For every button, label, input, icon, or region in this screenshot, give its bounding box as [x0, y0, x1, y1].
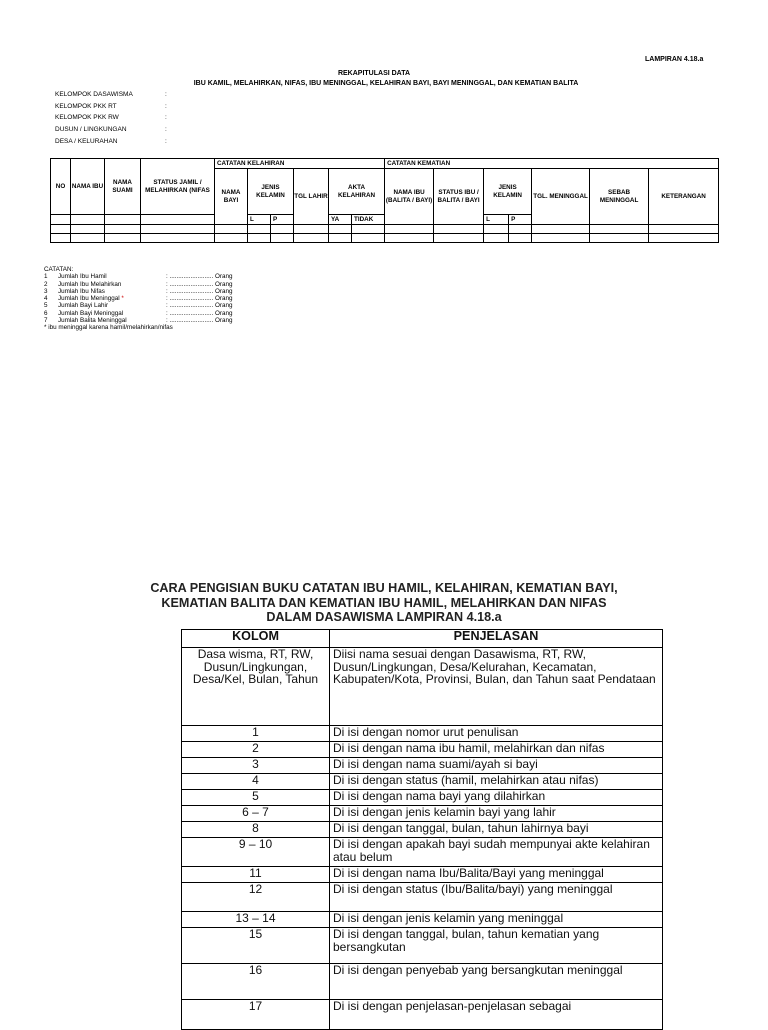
sub-l: L — [248, 215, 271, 225]
empty-cell — [141, 215, 215, 225]
table-row: 13 – 14 Di isi dengan jenis kelamin yang meninggal — [182, 912, 663, 928]
field-separator: : — [165, 137, 167, 145]
field-row-dusun — [55, 126, 167, 138]
field-separator: : — [165, 126, 167, 134]
field-separator: : — [165, 91, 167, 98]
table-row: 6 – 7 Di isi dengan jenis kelamin bayi yang lahir — [182, 806, 663, 822]
field-label: KELOMPOK PKK RW — [55, 114, 119, 122]
page-title: REKAPITULASI DATA — [337, 70, 411, 77]
table-row: 11 Di isi dengan nama Ibu/Balita/Bayi yang meninggal — [182, 867, 663, 883]
table-row — [51, 234, 719, 243]
table-row: 1 Di isi dengan nomor urut penulisan — [182, 726, 663, 742]
catatan-item: 1 Jumlah Ibu Hamil : ......................... Orang — [44, 273, 233, 281]
field-label: DESA / KELURAHAN — [55, 137, 118, 145]
guide-title — [0, 581, 768, 625]
field-label: KELOMPOK PKK RT — [55, 102, 117, 110]
col-status-mati: STATUS IBU / BALITA / BAYI — [434, 169, 484, 225]
sub-tidak: TIDAK — [352, 215, 385, 225]
guide-title-line: KEMATIAN BALITA DAN KEMATIAN IBU HAMIL, MELAHIRKAN DAN NIFAS — [161, 595, 607, 610]
guide-title-line: DALAM DASAWISMA LAMPIRAN 4.18.a — [266, 610, 502, 624]
catatan-item: 4 Jumlah Ibu Meninggal * : ......................... Orang — [44, 295, 233, 303]
table-row: 9 – 10 Di isi dengan apakah bayi sudah mempunyai akte kelahiran atau belum — [182, 838, 663, 867]
group-kelahiran: CATATAN KELAHIRAN — [215, 159, 385, 169]
lampiran-label: LAMPIRAN 4.18.a — [645, 56, 704, 63]
col-jenis-kelamin: JENIS KELAMIN — [248, 169, 294, 215]
col-akta: AKTA KELAHIRAN — [329, 169, 385, 215]
table-row — [51, 225, 719, 234]
catatan-section — [44, 266, 233, 332]
rekap-table — [50, 158, 719, 243]
field-row-rw — [55, 114, 167, 126]
catatan-item: 3 Jumlah Ibu Nifas : ......................... Orang — [44, 287, 233, 295]
table-row: 15 Di isi dengan tanggal, bulan, tahun kematian yang bersangkutan — [182, 928, 663, 964]
catatan-heading: CATATAN: — [44, 266, 74, 273]
col-jenis-kelamin-mati: JENIS KELAMIN — [484, 169, 532, 215]
sub-l: L — [484, 215, 509, 225]
catatan-item: 6 Jumlah Bayi Meninggal : ......................... Orang — [44, 309, 233, 317]
table-row: 5 Di isi dengan nama bayi yang dilahirkan — [182, 790, 663, 806]
col-nama-ibu-mati: NAMA IBU (BALITA / BAYI) — [385, 169, 434, 225]
catatan-item: 2 Jumlah Ibu Melahirkan : ......................... Orang — [44, 280, 233, 288]
col-tgl-lahir: TGL LAHIR — [294, 169, 329, 225]
page-subtitle: IBU KAMIL, MELAHIRKAN, NIFAS, IBU MENINGGAL, KELAHIRAN BAYI, BAYI MENINGGAL, DAN KEMATIAN BALITA — [193, 80, 579, 87]
sub-ya: YA — [329, 215, 352, 225]
empty-cell — [105, 215, 141, 225]
table-row: Dasa wisma, RT, RW, Dusun/Lingkungan, Desa/Kel, Bulan, Tahun Diisi nama sesuai dengan Dasawisma, RT, RW, Dusun/Lingkungan, Desa/Kelurahan, Kecamatan, Kabupaten/Kota, Provinsi, Bulan, dan Tahun saat Pendataan — [182, 648, 663, 726]
table-row: 2 Di isi dengan nama ibu hamil, melahirkan dan nifas — [182, 742, 663, 758]
col-tgl-meninggal: TGL. MENINGGAL — [532, 169, 590, 225]
table-row: 17 Di isi dengan penjelasan-penjelasan sebagai — [182, 1000, 663, 1030]
field-label: KELOMPOK DASAWISMA — [55, 91, 133, 98]
field-row-rt — [55, 103, 167, 115]
col-kolom: KOLOM — [182, 630, 330, 648]
guide-header-row — [182, 630, 663, 648]
col-nama-ibu: NAMA IBU — [71, 159, 105, 215]
field-separator: : — [165, 102, 167, 110]
sub-p: P — [271, 215, 294, 225]
field-row-desa — [55, 138, 167, 150]
catatan-item: 7 Jumlah Balita Meninggal : ......................... Orang — [44, 317, 233, 325]
col-keterangan: KETERANGAN — [649, 169, 719, 225]
catatan-footnote: * ibu meninggal karena hamil/melahirkan/nifas — [44, 324, 173, 332]
table-row: 3 Di isi dengan nama suami/ayah si bayi — [182, 758, 663, 774]
col-penjelasan: PENJELASAN — [330, 630, 663, 648]
table-row: 16 Di isi dengan penyebab yang bersangkutan meninggal — [182, 964, 663, 1000]
guide-title-line: CARA PENGISIAN BUKU CATATAN IBU HAMIL, KELAHIRAN, KEMATIAN BAYI, — [150, 581, 618, 595]
field-label: DUSUN / LINGKUNGAN — [55, 126, 127, 134]
header-fields — [55, 91, 167, 149]
col-nama-suami: NAMA SUAMI — [105, 159, 141, 215]
col-no: NO — [51, 159, 71, 215]
field-row-dasawisma — [55, 91, 167, 103]
col-sebab: SEBAB MENINGGAL — [590, 169, 649, 225]
col-nama-bayi: NAMA BAYI — [215, 169, 248, 225]
asterisk-mark: * — [121, 295, 124, 303]
field-separator: : — [165, 114, 167, 122]
sub-p: P — [509, 215, 532, 225]
catatan-item: 5 Jumlah Bayi Lahir : ......................... Orang — [44, 302, 233, 310]
table-row: 12 Di isi dengan status (Ibu/Balita/bayi) yang meninggal — [182, 883, 663, 912]
group-kematian: CATATAN KEMATIAN — [385, 159, 719, 169]
table-row: 4 Di isi dengan status (hamil, melahirkan atau nifas) — [182, 774, 663, 790]
empty-cell — [71, 215, 105, 225]
col-status: STATUS JAMIL / MELAHIRKAN (NIFAS — [141, 159, 215, 215]
empty-cell — [51, 215, 71, 225]
table-row: 8 Di isi dengan tanggal, bulan, tahun lahirnya bayi — [182, 822, 663, 838]
guide-table — [181, 629, 663, 1030]
